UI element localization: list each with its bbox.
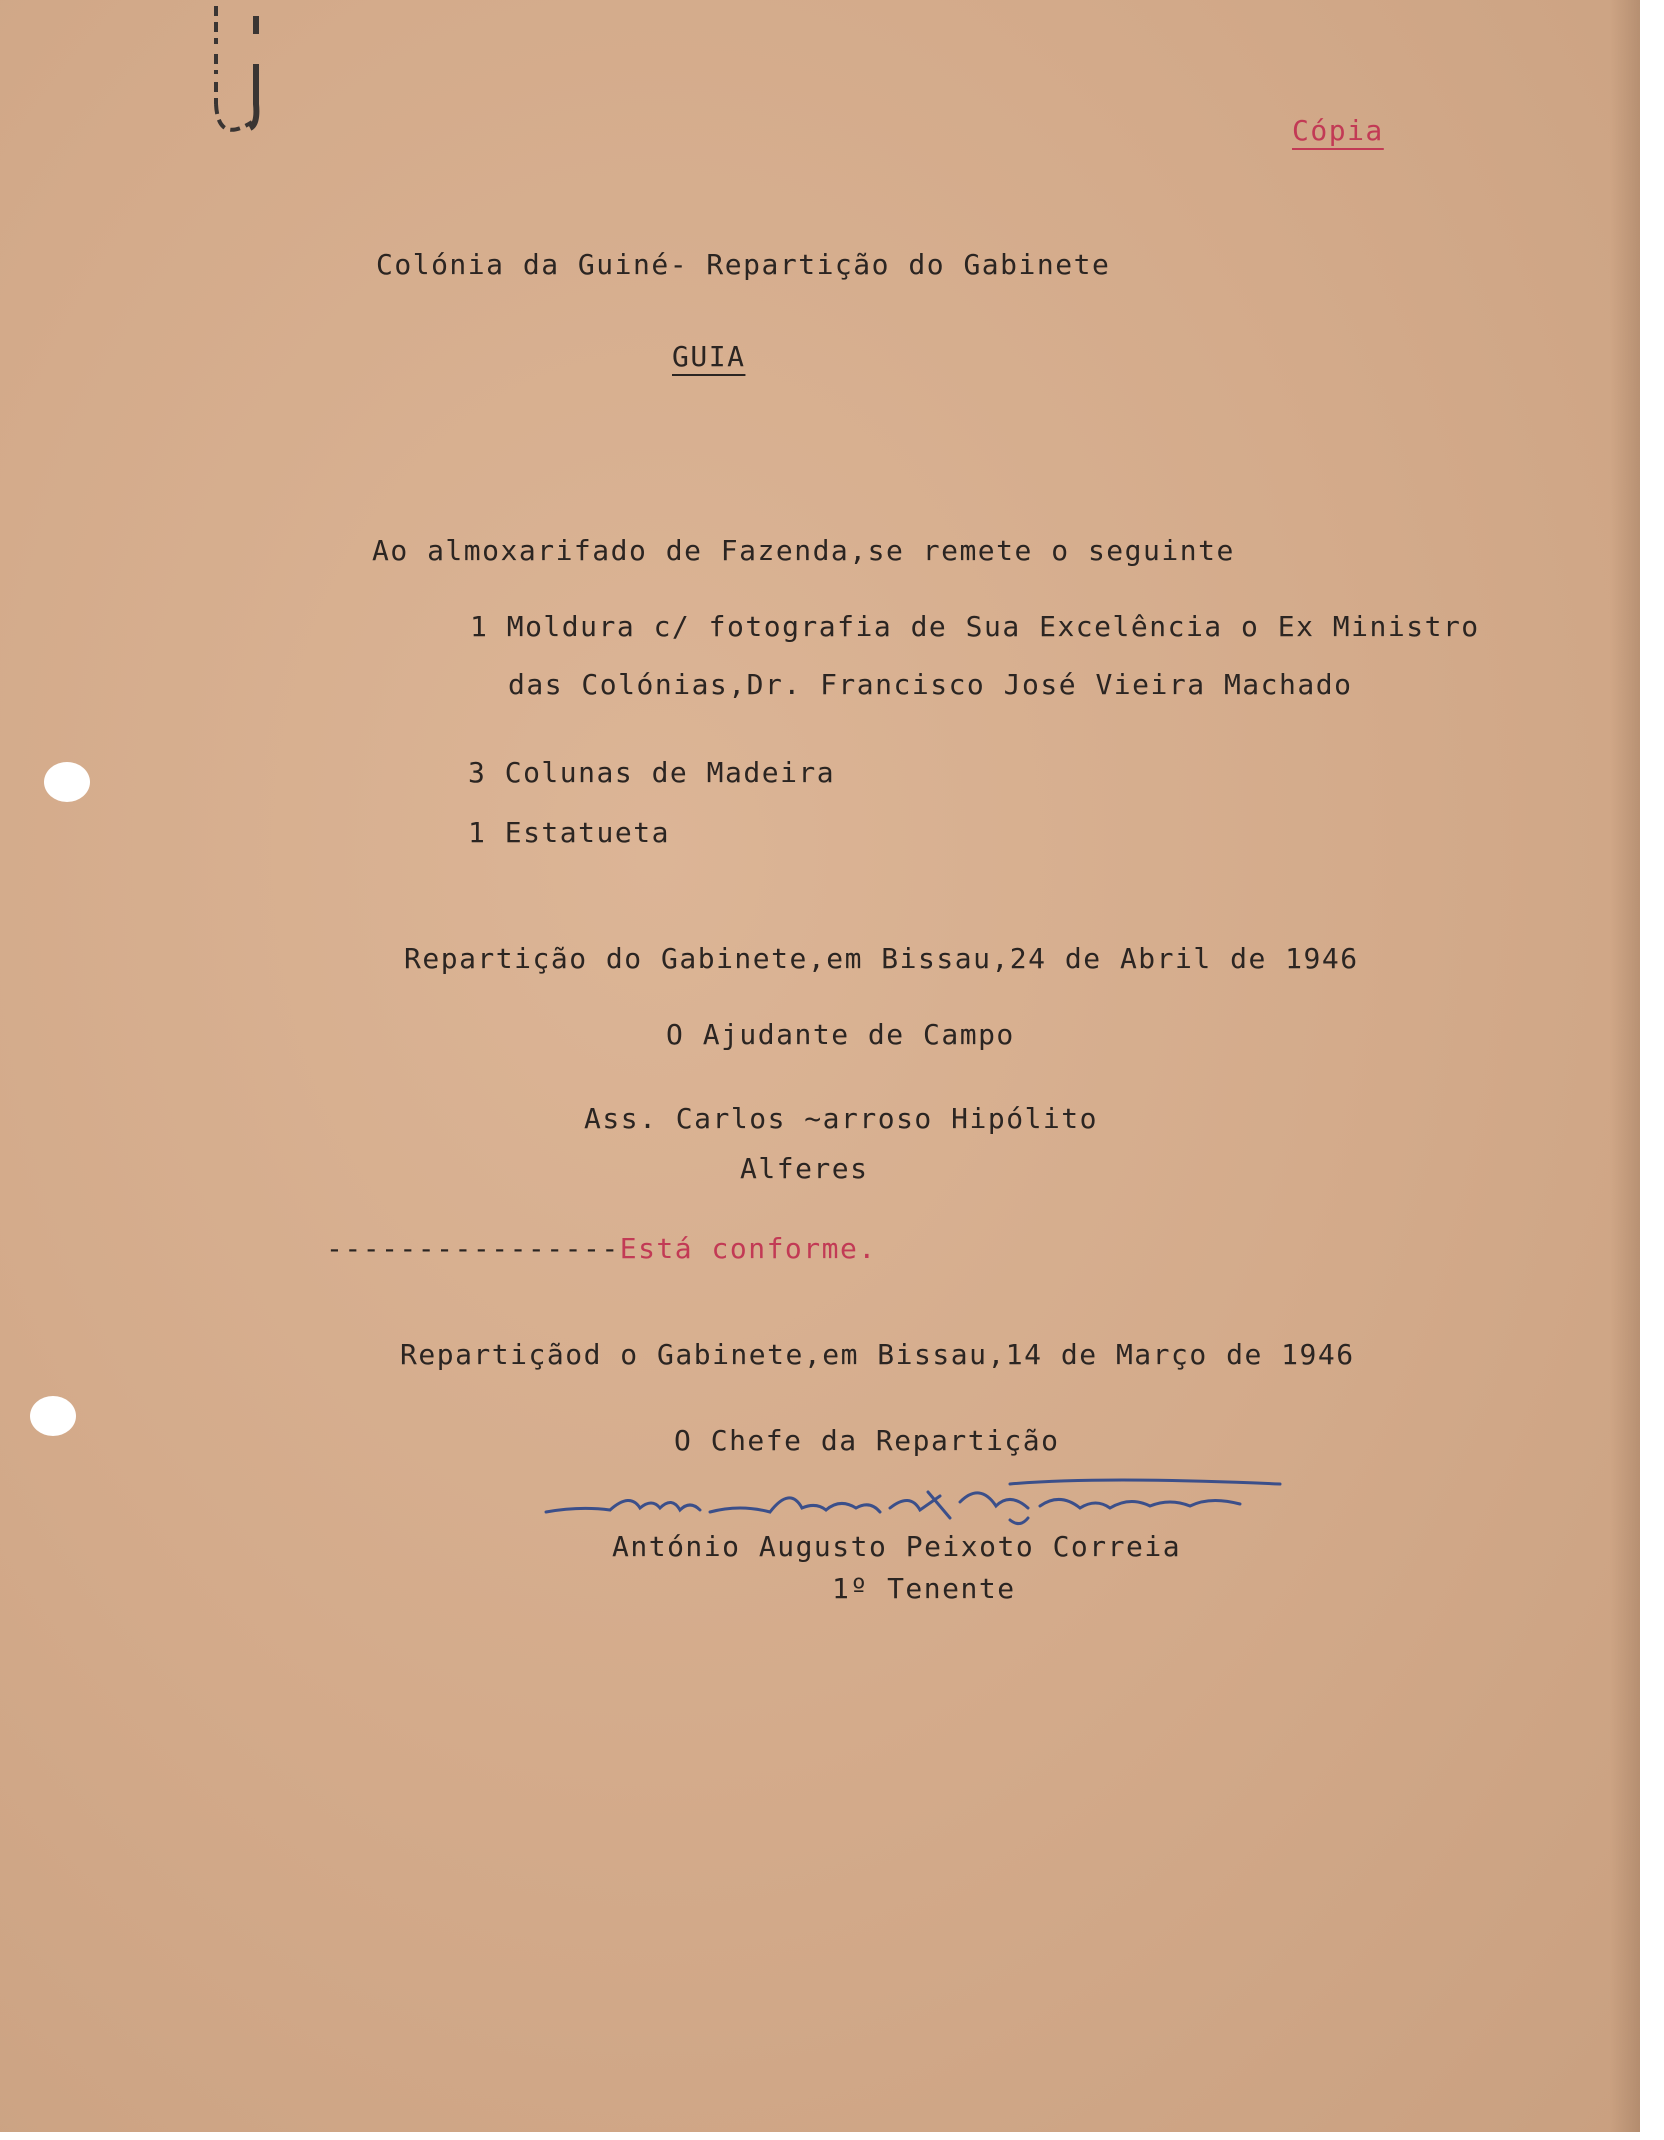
original-signed-name: Ass. Carlos ~arroso Hipólito [584,1102,1099,1135]
item-1-line-2: das Colónias,Dr. Francisco José Vieira Machado [508,668,1353,701]
punch-hole-lower [30,1396,76,1436]
certification-signer-name: António Augusto Peixoto Correia [612,1530,1182,1563]
page-edge-shadow [1610,0,1640,2132]
original-rank: Alferes [740,1152,869,1185]
certification-rank: 1º Tenente [832,1572,1016,1605]
intro-line: Ao almoxarifado de Fazenda,se remete o seguinte [372,534,1235,567]
copy-label: Cópia [1292,114,1384,147]
item-1-line-1: 1 Moldura c/ fotografia de Sua Excelência o Ex Ministro [470,610,1480,643]
document-title: GUIA [672,340,746,373]
binder-clip-mark [212,4,262,154]
original-role: O Ajudante de Campo [666,1018,1015,1051]
punch-hole-upper [44,762,90,802]
item-3-line: 1 Estatueta [468,816,670,849]
certification-role: O Chefe da Repartição [674,1424,1060,1457]
conformity-dashes: ---------------- [326,1232,620,1265]
conformity-text: Está conforme. [619,1232,877,1265]
original-place-date: Repartição do Gabinete,em Bissau,24 de Abril de 1946 [404,942,1359,975]
item-2-line: 3 Colunas de Madeira [468,756,836,789]
conformity-line [326,1232,877,1265]
colony-heading: Colónia da Guiné- Repartição do Gabinete [376,248,1111,281]
certification-place-date: Repartiçãod o Gabinete,em Bissau,14 de Março de 1946 [400,1338,1355,1371]
handwritten-signature [540,1462,1300,1538]
